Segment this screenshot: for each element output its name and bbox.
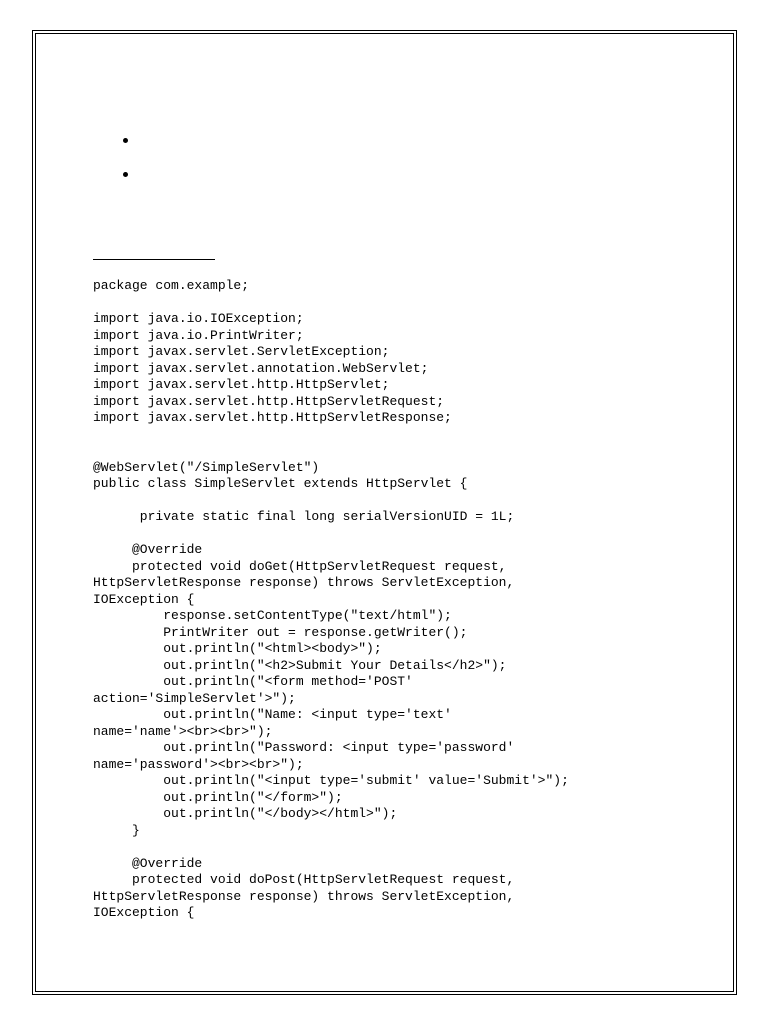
footnote-separator [93, 259, 215, 260]
code-block: package com.example; import java.io.IOException; import java.io.PrintWriter; import javax.servlet.ServletException; import javax.servlet.annotation.WebServlet; import javax.servlet.http.HttpServlet; import javax.servlet.http.HttpServletRequest; import javax.servlet.http.HttpServletResponse; @WebServlet("/SimpleServlet") public class SimpleServlet extends HttpServlet { private static final long serialVersionUID = 1L; @Override protected void doGet(HttpServletRequest request, HttpServletResponse response) throws ServletException, IOException { response.setContentType("text/html"); PrintWriter out = response.getWriter(); out.println("<html><body>"); out.println("<h2>Submit Your Details</h2>"); out.println("<form method='POST' action='SimpleServlet'>"); out.println("Name: <input type='text' name='name'><br><br>"); out.println("Password: <input type='password' name='password'><br><br>"); out.println("<input type='submit' value='Submit'>"); out.println("</form>"); out.println("</body></html>"); } @Override protected void doPost(HttpServletRequest request, HttpServletResponse response) throws ServletException, IOException { [93, 278, 569, 920]
bullet-icon [123, 172, 128, 177]
bullet-icon [123, 138, 128, 143]
